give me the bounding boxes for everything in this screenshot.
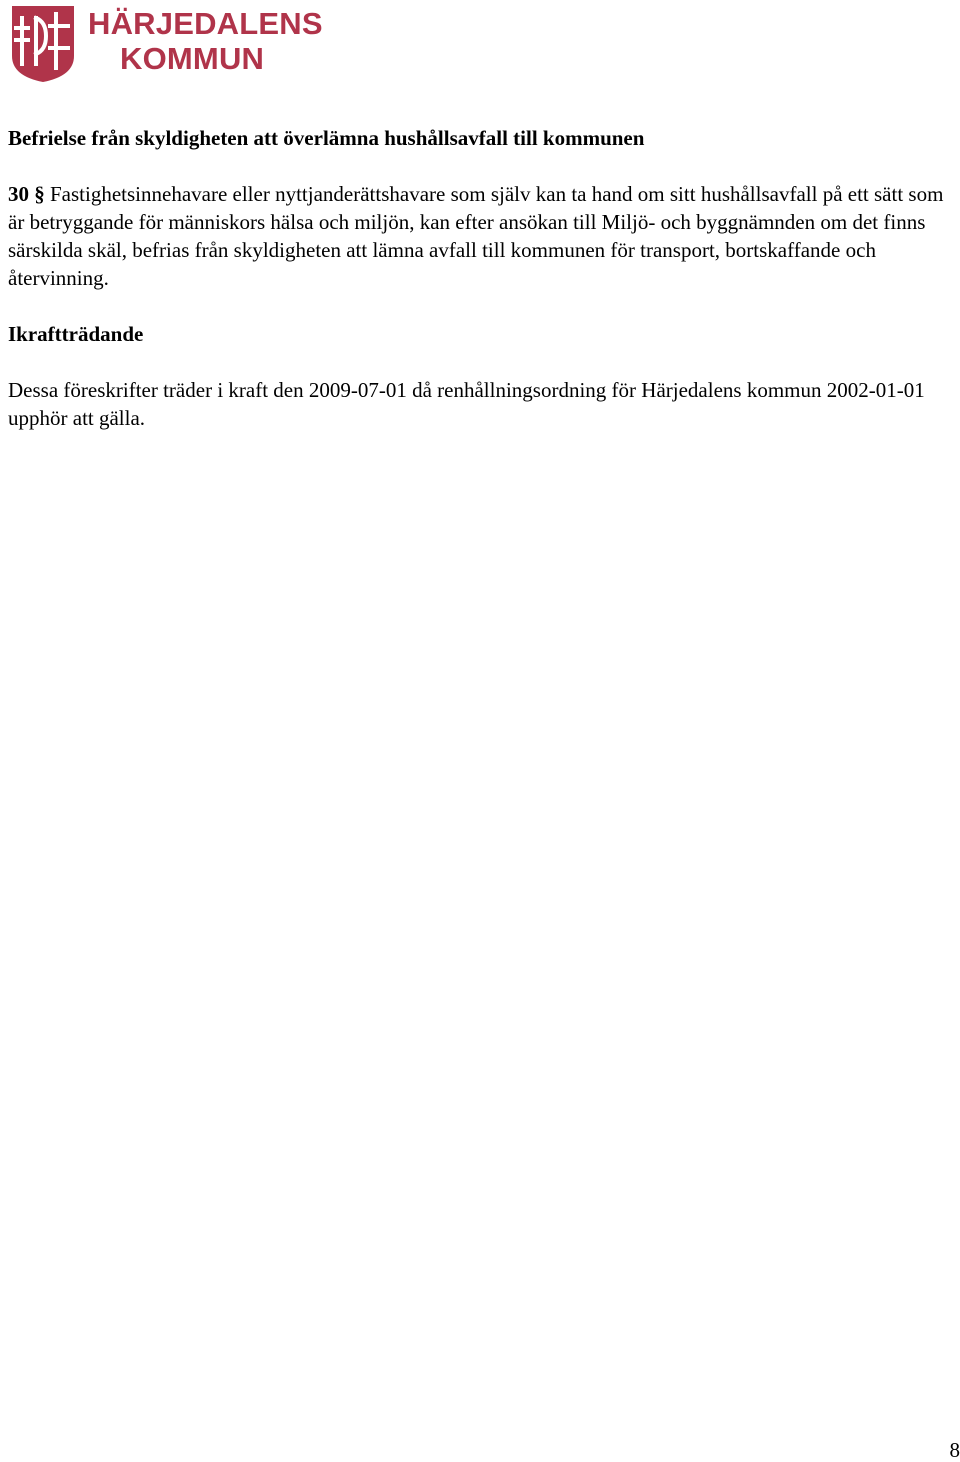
section-heading: Befrielse från skyldigheten att överlämna hushållsavfall till kommunen [8, 124, 953, 152]
effective-date-paragraph: Dessa föreskrifter träder i kraft den 2009-07-01 då renhållningsordning för Härjedalens kommun 2002-01-01 upphör att gälla. [8, 376, 953, 432]
document-body [8, 124, 953, 432]
logo-line-1: HÄRJEDALENS [88, 8, 320, 39]
paragraph-text: Fastighetsinnehavare eller nyttjanderättshavare som själv kan ta hand om sitt hushållsavfall på ett sätt som är betryggande för människors hälsa och miljön, kan efter ansökan till Miljö- och byggnämnden om det finns särskilda skäl, befrias från skyldigheten att lämna avfall till kommunen för transport, bortskaffande och återvinning. [8, 182, 943, 290]
page-number: 8 [950, 1438, 960, 1462]
coat-of-arms-icon [10, 4, 76, 84]
section-number: 30 [8, 182, 29, 206]
logo [10, 4, 320, 84]
logo-wordmark [88, 8, 320, 74]
paragraph-section-30 [8, 180, 953, 292]
effective-date-heading: Ikraftträdande [8, 320, 953, 348]
logo-line-2: KOMMUN [120, 43, 320, 74]
section-symbol: § [34, 182, 45, 206]
